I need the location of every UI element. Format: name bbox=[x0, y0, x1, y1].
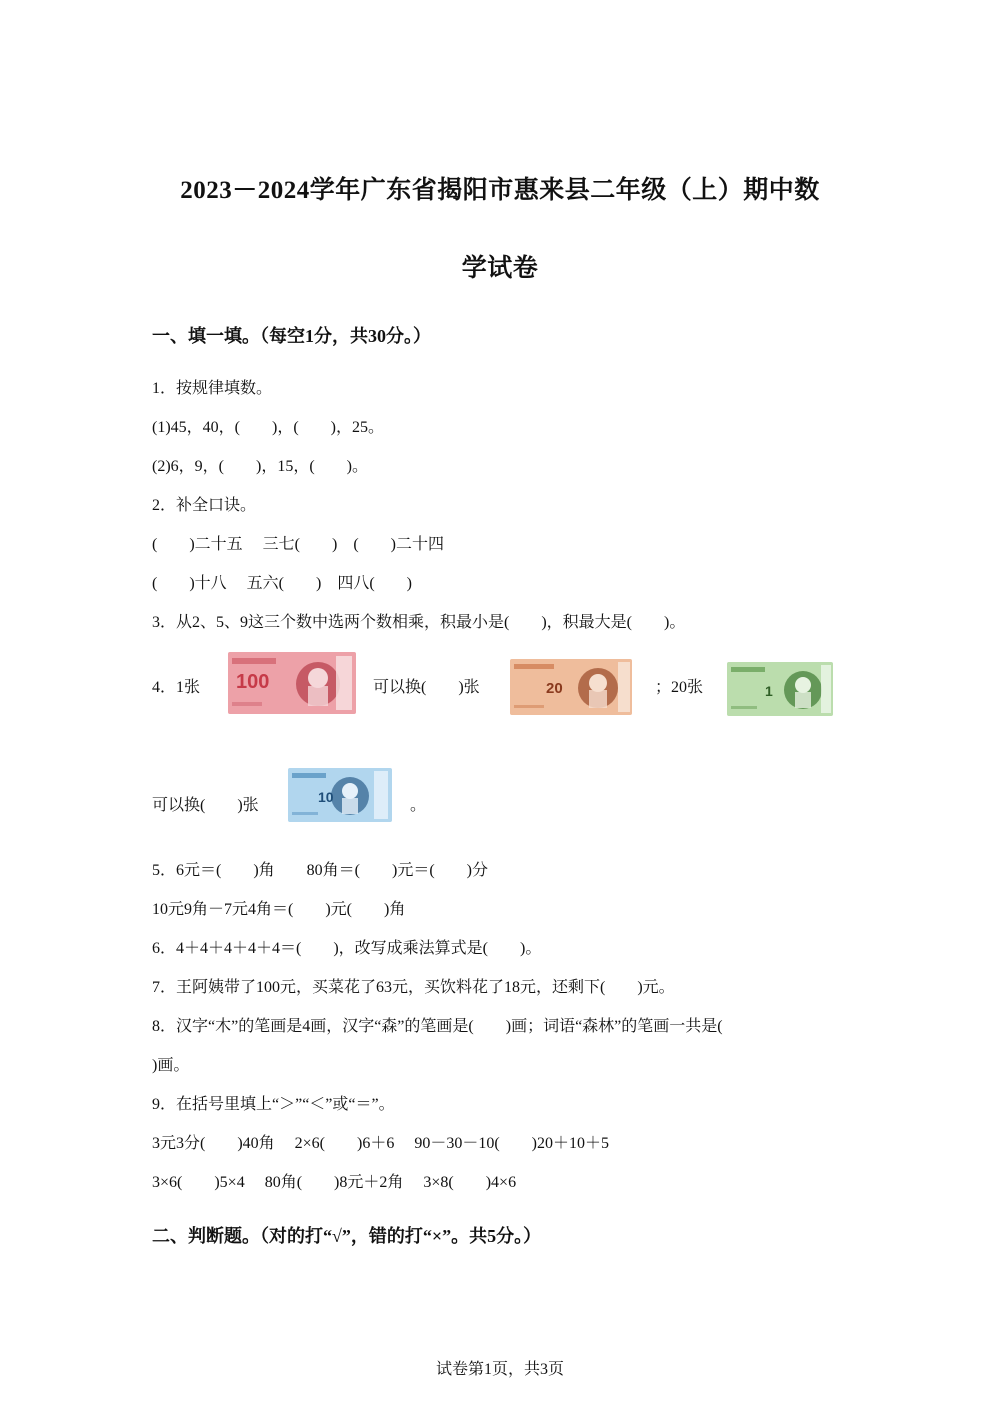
page-footer: 试卷第1页，共3页 bbox=[435, 1361, 564, 1378]
bill-100-value: 100 bbox=[236, 671, 270, 693]
q4-part3: ；20张 bbox=[655, 679, 704, 696]
q2-part-b: ( )十八 五六( ) 四八( ) bbox=[152, 575, 412, 592]
bill-20-value: 20 bbox=[546, 680, 563, 697]
q9-stem: 9．在括号里填上“＞”“＜”或“＝”。 bbox=[152, 1096, 395, 1113]
section-2-heading: 二、判断题。（对的打“√”，错的打“×”。共5分。） bbox=[152, 1226, 542, 1246]
banknote-100-yuan-image bbox=[228, 652, 356, 714]
q4-part4: 可以换( )张 bbox=[152, 797, 259, 814]
q1-stem: 1．按规律填数。 bbox=[152, 380, 273, 397]
q9-part-a: 3元3分( )40角 2×6( )6＋6 90－30－10( )20＋10＋5 bbox=[152, 1135, 609, 1152]
q6-text: 6．4＋4＋4＋4＋4＝( )，改写成乘法算式是( )。 bbox=[152, 940, 542, 957]
q5-part-a: 5．6元＝( )角 80角＝( )元＝( )分 bbox=[152, 862, 488, 879]
q8-part-b: )画。 bbox=[152, 1057, 190, 1074]
banknote-1-yuan-image bbox=[727, 662, 833, 716]
banknote-10-yuan-image bbox=[288, 768, 392, 822]
exam-title-line2: 学试卷 bbox=[461, 255, 539, 282]
q4-part5: 。 bbox=[410, 797, 427, 814]
q2-stem: 2．补全口诀。 bbox=[152, 497, 257, 514]
q4-part2: 可以换( )张 bbox=[373, 679, 480, 696]
bill-10-value: 10 bbox=[318, 789, 334, 805]
q5-part-b: 10元9角－7元4角＝( )元( )角 bbox=[152, 901, 406, 918]
section-1-heading: 一、填一填。（每空1分，共30分。） bbox=[152, 326, 431, 346]
q4-part1: 4．1张 bbox=[152, 679, 201, 696]
banknote-20-yuan-image bbox=[510, 659, 632, 715]
q8-part-a: 8．汉字“木”的笔画是4画，汉字“森”的笔画是( )画；词语“森林”的笔画一共是( bbox=[152, 1018, 723, 1035]
q1-part-b: (2)6，9，( )，15，( )。 bbox=[152, 458, 368, 475]
q7-text: 7．王阿姨带了100元，买菜花了63元，买饮料花了18元，还剩下( )元。 bbox=[152, 979, 675, 996]
q9-part-b: 3×6( )5×4 80角( )8元＋2角 3×8( )4×6 bbox=[152, 1174, 517, 1191]
q3-text: 3．从2、5、9这三个数中选两个数相乘，积最小是( )，积最大是( )。 bbox=[152, 614, 686, 631]
q2-part-a: ( )二十五 三七( ) ( )二十四 bbox=[152, 536, 444, 553]
q1-part-a: (1)45，40，( )，( )，25。 bbox=[152, 419, 384, 436]
exam-title-line1: 2023－2024学年广东省揭阳市惠来县二年级（上）期中数 bbox=[180, 177, 820, 204]
bill-1-value: 1 bbox=[765, 683, 773, 699]
